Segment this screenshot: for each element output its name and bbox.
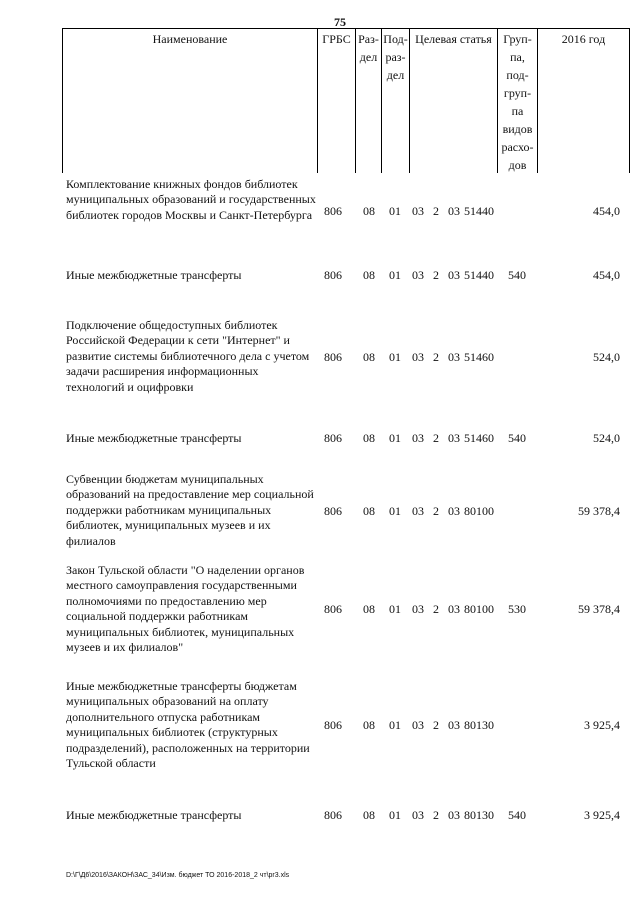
row-amount: 3 925,4 (584, 808, 620, 822)
row-name: Закон Тульской области "О наделении органов местного самоуправления государственными полномочиями по предоставлению мер социальной поддержки работникам муниципальных библиотек, муниципальных музеев и их филиалов" (66, 563, 305, 655)
page-number: 75 (334, 15, 346, 29)
header-year-2016: 2016 год (537, 29, 629, 173)
row-cs3: 03 (448, 504, 460, 518)
file-path-footer: D:\Г\Д6\2016\ЗАКОН\ЗАС_34\Изм. бюджет ТО 2016-2018_2 чт\pr3.xls (66, 872, 290, 879)
table-header (62, 28, 630, 173)
row-cs4: 51460 (464, 431, 494, 445)
row-amount: 3 925,4 (584, 718, 620, 732)
row-pr: 01 (389, 204, 401, 218)
row-grbs: 806 (324, 602, 342, 616)
row-cs3: 03 (448, 602, 460, 616)
row-cs2: 2 (433, 504, 439, 518)
row-cs1: 03 (412, 808, 424, 822)
row-name: Иные межбюджетные трансферты (66, 808, 242, 822)
row-cs3: 03 (448, 268, 460, 282)
header-grbs: ГРБС (317, 29, 355, 173)
row-amount: 454,0 (593, 268, 620, 282)
row-cs3: 03 (448, 204, 460, 218)
row-vr: 540 (508, 431, 526, 445)
row-cs1: 03 (412, 431, 424, 445)
row-rz: 08 (363, 504, 375, 518)
header-razdel: Раз- дел (355, 29, 381, 173)
row-cs2: 2 (433, 431, 439, 445)
header-name: Наименование (152, 32, 228, 46)
row-cs2: 2 (433, 350, 439, 364)
row-name: Подключение общедоступных библиотек Российской Федерации к сети "Интернет" и развитие системы библиотечного дела с учетом задачи расширения информационных технологий и оцифровки (66, 318, 310, 394)
row-cs2: 2 (433, 602, 439, 616)
row-cs4: 80130 (464, 808, 494, 822)
row-cs4: 51440 (464, 204, 494, 218)
row-amount: 524,0 (593, 350, 620, 364)
header-podrazdel: Под- раз- дел (381, 29, 409, 173)
row-cs4: 80100 (464, 602, 494, 616)
row-cs4: 80130 (464, 718, 494, 732)
row-cs3: 03 (448, 350, 460, 364)
row-pr: 01 (389, 431, 401, 445)
row-vr: 540 (508, 268, 526, 282)
row-name: Комплектование книжных фондов библиотек муниципальных образований и государственных библиотек городов Москвы и Санкт-Петербурга (66, 177, 316, 222)
row-grbs: 806 (324, 718, 342, 732)
row-cs4: 51460 (464, 350, 494, 364)
header-gruppa-vidov-rashodov: Груп- па, под- груп- па видов расхо- дов (497, 29, 537, 173)
row-name: Иные межбюджетные трансферты (66, 431, 242, 445)
row-cs3: 03 (448, 431, 460, 445)
row-grbs: 806 (324, 268, 342, 282)
row-rz: 08 (363, 431, 375, 445)
row-name: Субвенции бюджетам муниципальных образований на предоставление мер социальной поддержки работникам муниципальных библиотек, муниципальных музеев и их филиалов (66, 472, 314, 548)
row-rz: 08 (363, 268, 375, 282)
row-vr: 530 (508, 602, 526, 616)
row-cs1: 03 (412, 504, 424, 518)
row-cs1: 03 (412, 268, 424, 282)
row-grbs: 806 (324, 504, 342, 518)
row-cs1: 03 (412, 718, 424, 732)
row-rz: 08 (363, 204, 375, 218)
row-pr: 01 (389, 350, 401, 364)
row-name: Иные межбюджетные трансферты бюджетам муниципальных образований на оплату дополнительного отпуска работникам муниципальных библиотек (структурных подразделений), расположенных на территории Тульской области (66, 679, 310, 771)
row-cs3: 03 (448, 718, 460, 732)
row-amount: 59 378,4 (578, 602, 620, 616)
row-pr: 01 (389, 504, 401, 518)
row-grbs: 806 (324, 431, 342, 445)
row-cs3: 03 (448, 808, 460, 822)
row-grbs: 806 (324, 350, 342, 364)
row-name: Иные межбюджетные трансферты (66, 268, 242, 282)
row-pr: 01 (389, 808, 401, 822)
row-cs2: 2 (433, 204, 439, 218)
row-pr: 01 (389, 718, 401, 732)
row-rz: 08 (363, 808, 375, 822)
row-pr: 01 (389, 268, 401, 282)
row-cs2: 2 (433, 808, 439, 822)
row-cs2: 2 (433, 718, 439, 732)
row-grbs: 806 (324, 204, 342, 218)
row-rz: 08 (363, 602, 375, 616)
row-cs1: 03 (412, 204, 424, 218)
row-amount: 524,0 (593, 431, 620, 445)
row-cs2: 2 (433, 268, 439, 282)
row-amount: 59 378,4 (578, 504, 620, 518)
row-cs4: 51440 (464, 268, 494, 282)
header-celevaya-statya: Целевая статья (409, 29, 497, 173)
row-cs1: 03 (412, 350, 424, 364)
row-rz: 08 (363, 718, 375, 732)
row-amount: 454,0 (593, 204, 620, 218)
row-pr: 01 (389, 602, 401, 616)
row-cs1: 03 (412, 602, 424, 616)
row-vr: 540 (508, 808, 526, 822)
row-rz: 08 (363, 350, 375, 364)
row-cs4: 80100 (464, 504, 494, 518)
row-grbs: 806 (324, 808, 342, 822)
